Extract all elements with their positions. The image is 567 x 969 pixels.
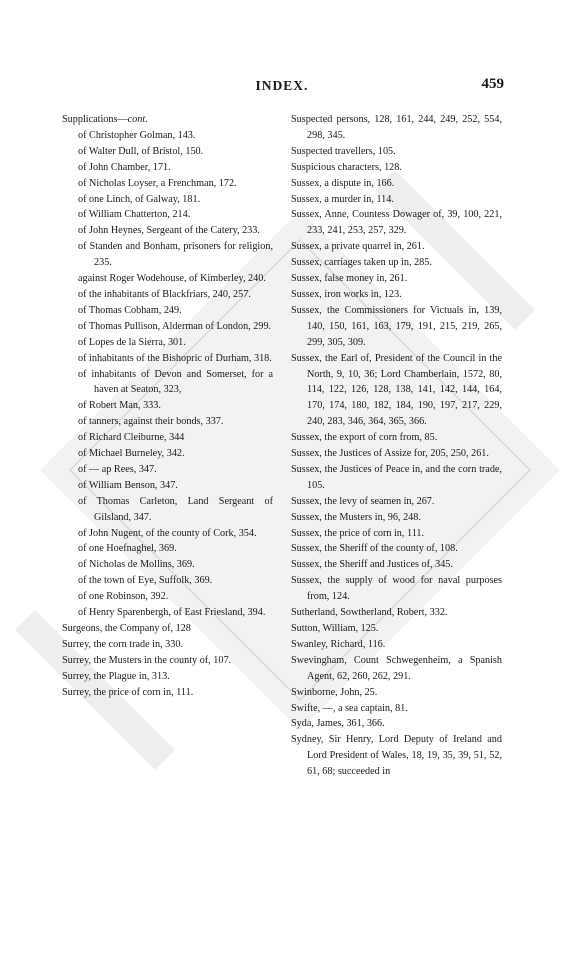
subentry: against Roger Wodehouse, of Kimberley, 240. (78, 273, 266, 285)
index-entry: Sussex, carriages taken up in, 285. (291, 257, 432, 269)
index-heading (62, 112, 273, 128)
index-entry: Sussex, the Commissioners for Victuals in, 139, 140, 150, 161, 163, 179, 191, 215, 219, 265, 299, 305, 309. (291, 304, 502, 348)
heading-text: Supplications— (62, 114, 128, 125)
subentry: of Richard Cleiburne, 344 (78, 432, 185, 444)
subentry: of Standen and Bonham, prisoners for religion, 235. (78, 241, 273, 269)
subentry: of inhabitants of the Bishopric of Durham, 318. (78, 352, 272, 364)
index-entry: Sussex, the price of corn in, 111. (291, 527, 425, 539)
subentry: of inhabitants of Devon and Somerset, for a haven at Seaton, 323, (78, 368, 273, 396)
subentry: of Thomas Cobham, 249. (78, 304, 182, 316)
left-column (62, 112, 273, 701)
subentry: of the town of Eye, Suffolk, 369. (78, 575, 213, 587)
subentry: of William Benson, 347. (78, 479, 178, 491)
index-entry: Sutherland, Sowtherland, Robert, 332. (291, 607, 448, 619)
page-header (62, 78, 502, 98)
subentry: of William Chatterton, 214. (78, 209, 191, 221)
index-entry: Surrey, the Musters in the county of, 107. (62, 654, 232, 666)
index-entry: Surrey, the Plague in, 313. (62, 670, 170, 682)
index-entry: Sussex, the Musters in, 96, 248. (291, 511, 421, 523)
index-entry: Suspected travellers, 105. (291, 145, 396, 157)
index-entry: Swanley, Richard, 116. (291, 638, 386, 650)
subentry: of Thomas Pullison, Alderman of London, 299. (78, 320, 272, 332)
index-entry: Sussex, the export of corn from, 85. (291, 432, 438, 444)
subentry: of Robert Man, 333. (78, 400, 161, 412)
index-entry: Sussex, the Sheriff and Justices of, 345. (291, 559, 453, 571)
index-entry: Surrey, the price of corn in, 111. (62, 686, 194, 698)
index-entry: Swevingham, Count Schwegenheim, a Spanish Agent, 62, 260, 262, 291. (291, 654, 502, 682)
index-entry: Sussex, Anne, Countess Dowager of, 39, 100, 221, 233, 241, 253, 257, 329. (291, 209, 502, 237)
subentry: of John Chamber, 171. (78, 161, 171, 173)
index-entry: Swifte, —, a sea captain, 81. (291, 702, 408, 714)
subentry: of tanners, against their bonds, 337. (78, 416, 224, 428)
subentry: of — ap Rees, 347. (78, 463, 157, 475)
index-entry: Surrey, the corn trade in, 330. (62, 638, 183, 650)
index-entry: Syda, James, 361, 366. (291, 718, 385, 730)
subentry: of the inhabitants of Blackfriars, 240, 257. (78, 288, 251, 300)
index-entry: Sutton, William, 125. (291, 623, 379, 634)
index-entry: Sussex, the supply of wood for naval purposes from, 124. (291, 575, 502, 603)
index-entry: Suspected persons, 128, 161, 244, 249, 252, 554, 298, 345. (291, 114, 502, 141)
subentry: of Nicholas de Mollins, 369. (78, 559, 195, 571)
index-entry: Sussex, a private quarrel in, 261. (291, 241, 425, 253)
index-entry: Sussex, iron works in, 123. (291, 288, 402, 300)
subentry: of one Linch, of Galway, 181. (78, 193, 201, 205)
subentry: of Nicholas Loyser, a Frenchman, 172. (78, 177, 237, 189)
subentry: of one Hoefnaghel, 369. (78, 543, 177, 555)
right-column (291, 112, 502, 780)
subentry: of John Nugent, of the county of Cork, 354. (78, 527, 257, 539)
index-entry: Sussex, the levy of seamen in, 267. (291, 495, 435, 507)
subentry: of John Heynes, Sergeant of the Catery, 233. (78, 225, 260, 237)
subentry: of Walter Dull, of Bristol, 150. (78, 145, 204, 157)
index-entry: Sussex, false money in, 261. (291, 273, 408, 285)
subentry: of Henry Sparenbergh, of East Friesland, 394. (78, 607, 266, 619)
index-entry: Sydney, Sir Henry, Lord Deputy of Ireland and Lord President of Wales, 18, 19, 35, 39, 51, 52, 61, 68; succeeded in (291, 734, 502, 778)
index-entry: Sussex, a dispute in, 166. (291, 177, 395, 189)
subentry: of Lopes de la Sierra, 301. (78, 336, 186, 348)
index-entry: Sussex, a murder in, 114. (291, 193, 394, 205)
subentry: of Christopher Golman, 143. (78, 129, 196, 141)
index-entry: Sussex, the Earl of, President of the Council in the North, 9, 10, 36; Lord Chamberlain, 1572, 80, 114, 122, 126, 128, 138, 141, 142, 144, 164, 170, 174, 180, 182, 184, 190, 197, 217, 229, 240, 283, 346, 364, 365, 366. (291, 352, 502, 428)
page-number: 459 (481, 76, 504, 92)
running-title: INDEX. (255, 78, 309, 93)
subentry: of one Robinson, 392. (78, 591, 169, 603)
index-entry: Sussex, the Justices of Peace in, and the corn trade, 105. (291, 463, 502, 491)
index-entry: Swinborne, John, 25. (291, 686, 378, 698)
heading-cont: cont. (127, 114, 148, 125)
index-entry: Sussex, the Sheriff of the county of, 108. (291, 543, 458, 555)
subentry: of Michael Burneley, 342. (78, 448, 185, 460)
index-entry: Sussex, the Justices of Assize for, 205, 250, 261. (291, 448, 489, 460)
index-entry: Surgeons, the Company of, 128 (62, 623, 191, 634)
index-entry: Suspicious characters, 128. (291, 161, 402, 173)
subentry: of Thomas Carleton, Land Sergeant of Gilsland, 347. (78, 495, 273, 523)
